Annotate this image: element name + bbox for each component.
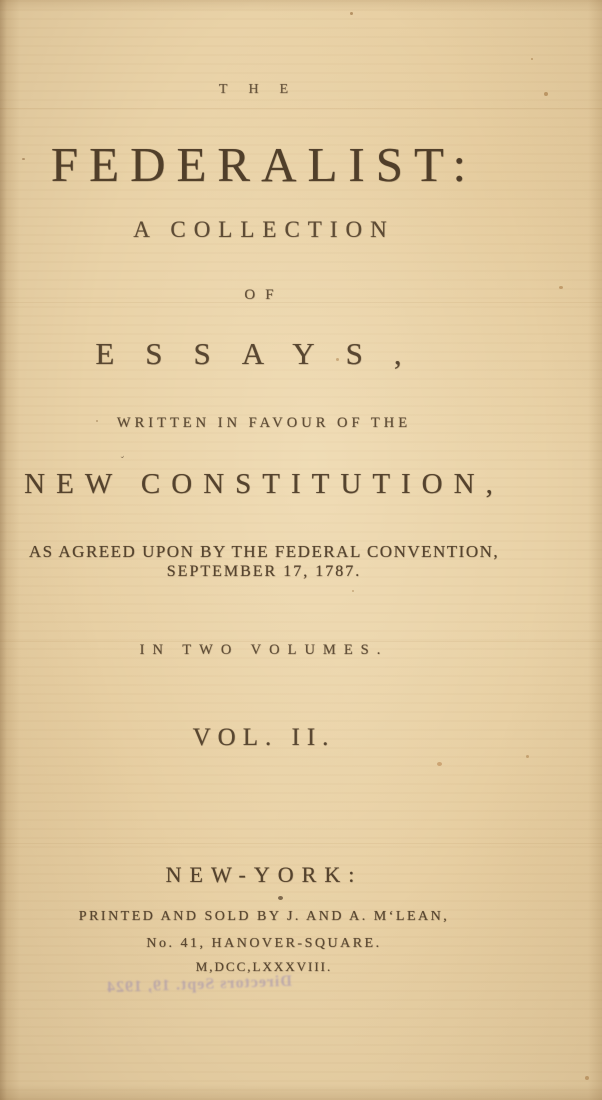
foxing-spot — [350, 12, 353, 15]
imprint-city: NEW-YORK: — [165, 862, 363, 887]
convention-line: AS AGREED UPON BY THE FEDERAL CONVENTION, — [28, 542, 500, 561]
volume-number: VOL. II. — [192, 724, 336, 751]
foxing-spot — [559, 286, 563, 289]
subtitle-of: OF — [244, 287, 284, 303]
foxing-spot — [544, 92, 548, 96]
half-title: THE — [218, 82, 310, 97]
imprint-publisher: PRINTED AND SOLD BY J. AND A. M‘LEAN, — [78, 909, 450, 924]
ink-spot — [278, 896, 283, 900]
foxing-spot — [96, 420, 98, 422]
foxing-spot — [585, 1076, 589, 1080]
library-stamp-showthrough: Directors Sept. 19, 1924 — [105, 972, 293, 997]
imprint-address: No. 41, HANOVER-SQUARE. — [146, 936, 382, 951]
subtitle-collection: A COLLECTION — [133, 217, 395, 242]
paper-crease — [0, 641, 602, 642]
foxing-spot — [437, 762, 442, 766]
foxing-spot — [531, 58, 533, 60]
foxing-spot — [352, 590, 354, 592]
subtitle-essays: ESSAYS, — [95, 336, 433, 371]
foxing-spot — [526, 755, 529, 758]
ink-speck: ˇ — [120, 454, 128, 467]
volumes-line: IN TWO VOLUMES. — [139, 642, 389, 658]
convention-date-line: SEPTEMBER 17, 1787. — [166, 563, 362, 580]
imprint-year-roman: M,DCC,LXXXVIII. — [195, 959, 333, 974]
main-title: FEDERALIST: — [50, 137, 478, 192]
paper-crease — [0, 843, 602, 844]
dedication-line: WRITTEN IN FAVOUR OF THE — [116, 415, 412, 431]
foxing-spot — [336, 358, 339, 361]
subject-line: NEW CONSTITUTION, — [24, 468, 504, 500]
paper-crease — [0, 108, 602, 109]
foxing-spot — [22, 158, 25, 160]
paper-crease — [0, 302, 602, 303]
